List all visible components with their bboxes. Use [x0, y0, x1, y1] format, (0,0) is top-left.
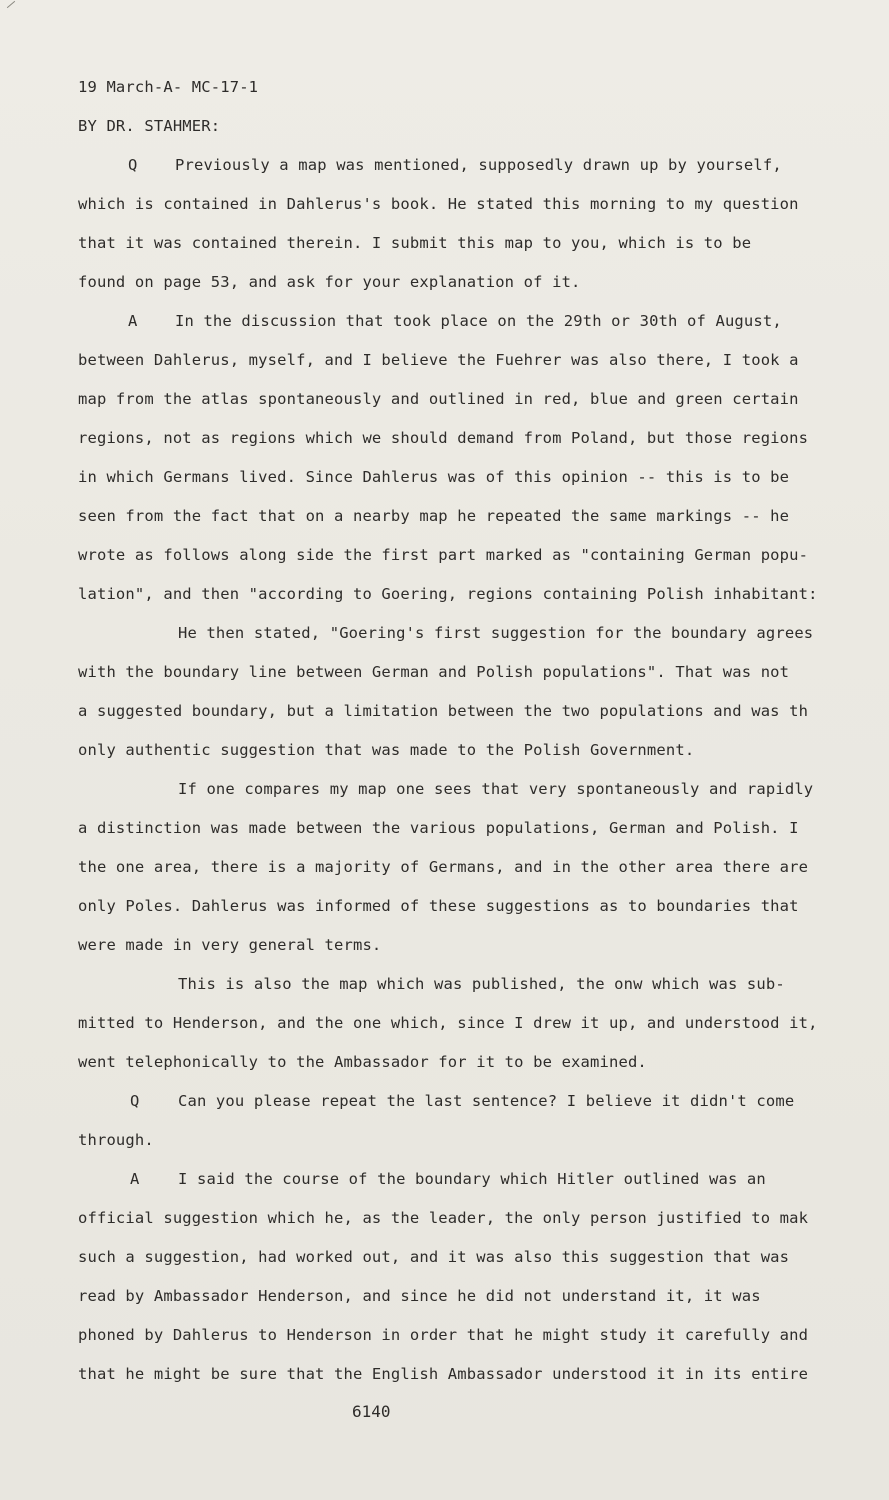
paragraph-4-line-3: went telephonically to the Ambassador for it to be examined. — [78, 1053, 647, 1071]
question-1-line-2: which is contained in Dahlerus's book. He stated this morning to my question — [78, 195, 799, 213]
answer-1-line-1: In the discussion that took place on the 29th or 30th of August, — [175, 312, 782, 330]
answer-2-line-2: official suggestion which he, as the leader, the only person justified to mak — [78, 1209, 809, 1227]
paragraph-2-line-3: a suggested boundary, but a limitation between the two populations and was th — [78, 702, 809, 720]
corner-pencil-mark — [7, 1, 15, 8]
paragraph-3-line-3: the one area, there is a majority of Germans, and in the other area there are — [78, 858, 809, 876]
answer-2-line-3: such a suggestion, had worked out, and it was also this suggestion that was — [78, 1248, 790, 1266]
document-header: 19 March-A- MC-17-1 — [78, 78, 259, 96]
question-2-line-2: through. — [78, 1131, 154, 1149]
answer-2-line-5: phoned by Dahlerus to Henderson in order that he might study it carefully and — [78, 1326, 809, 1344]
paragraph-2-line-2: with the boundary line between German and Polish populations". That was not — [78, 663, 790, 681]
answer-1-line-6: seen from the fact that on a nearby map he repeated the same markings -- he — [78, 507, 790, 525]
question-2-line-1: Can you please repeat the last sentence? I believe it didn't come — [178, 1092, 795, 1110]
question-marker: Q — [130, 1092, 140, 1110]
answer-1-line-7: wrote as follows along side the first part marked as "containing German popu- — [78, 546, 809, 564]
answer-marker: A — [128, 312, 138, 330]
paragraph-4-line-1: This is also the map which was published, the onw which was sub- — [178, 975, 785, 993]
question-marker: Q — [128, 156, 138, 174]
answer-marker: A — [130, 1170, 140, 1188]
paragraph-3-line-2: a distinction was made between the various populations, German and Polish. I — [78, 819, 799, 837]
question-1-line-1: Previously a map was mentioned, supposedly drawn up by yourself, — [175, 156, 782, 174]
answer-2-line-4: read by Ambassador Henderson, and since he did not understand it, it was — [78, 1287, 761, 1305]
paragraph-3-line-4: only Poles. Dahlerus was informed of these suggestions as to boundaries that — [78, 897, 799, 915]
page-number: 6140 — [352, 1402, 391, 1421]
answer-2-line-6: that he might be sure that the English Ambassador understood it in its entire — [78, 1365, 809, 1383]
paragraph-2-line-4: only authentic suggestion that was made to the Polish Government. — [78, 741, 695, 759]
question-1-line-4: found on page 53, and ask for your explanation of it. — [78, 273, 581, 291]
answer-1-line-3: map from the atlas spontaneously and outlined in red, blue and green certain — [78, 390, 799, 408]
paragraph-4-line-2: mitted to Henderson, and the one which, since I drew it up, and understood it, — [78, 1014, 818, 1032]
question-1-line-3: that it was contained therein. I submit this map to you, which is to be — [78, 234, 752, 252]
answer-1-line-8: lation", and then "according to Goering, regions containing Polish inhabitant: — [78, 585, 818, 603]
answer-1-line-2: between Dahlerus, myself, and I believe the Fuehrer was also there, I took a — [78, 351, 799, 369]
examiner-label: BY DR. STAHMER: — [78, 117, 221, 135]
answer-1-line-5: in which Germans lived. Since Dahlerus was of this opinion -- this is to be — [78, 468, 790, 486]
paragraph-2-line-1: He then stated, "Goering's first suggestion for the boundary agrees — [178, 624, 814, 642]
answer-1-line-4: regions, not as regions which we should demand from Poland, but those regions — [78, 429, 809, 447]
paragraph-3-line-1: If one compares my map one sees that very spontaneously and rapidly — [178, 780, 814, 798]
answer-2-line-1: I said the course of the boundary which Hitler outlined was an — [178, 1170, 766, 1188]
paragraph-3-line-5: were made in very general terms. — [78, 936, 382, 954]
